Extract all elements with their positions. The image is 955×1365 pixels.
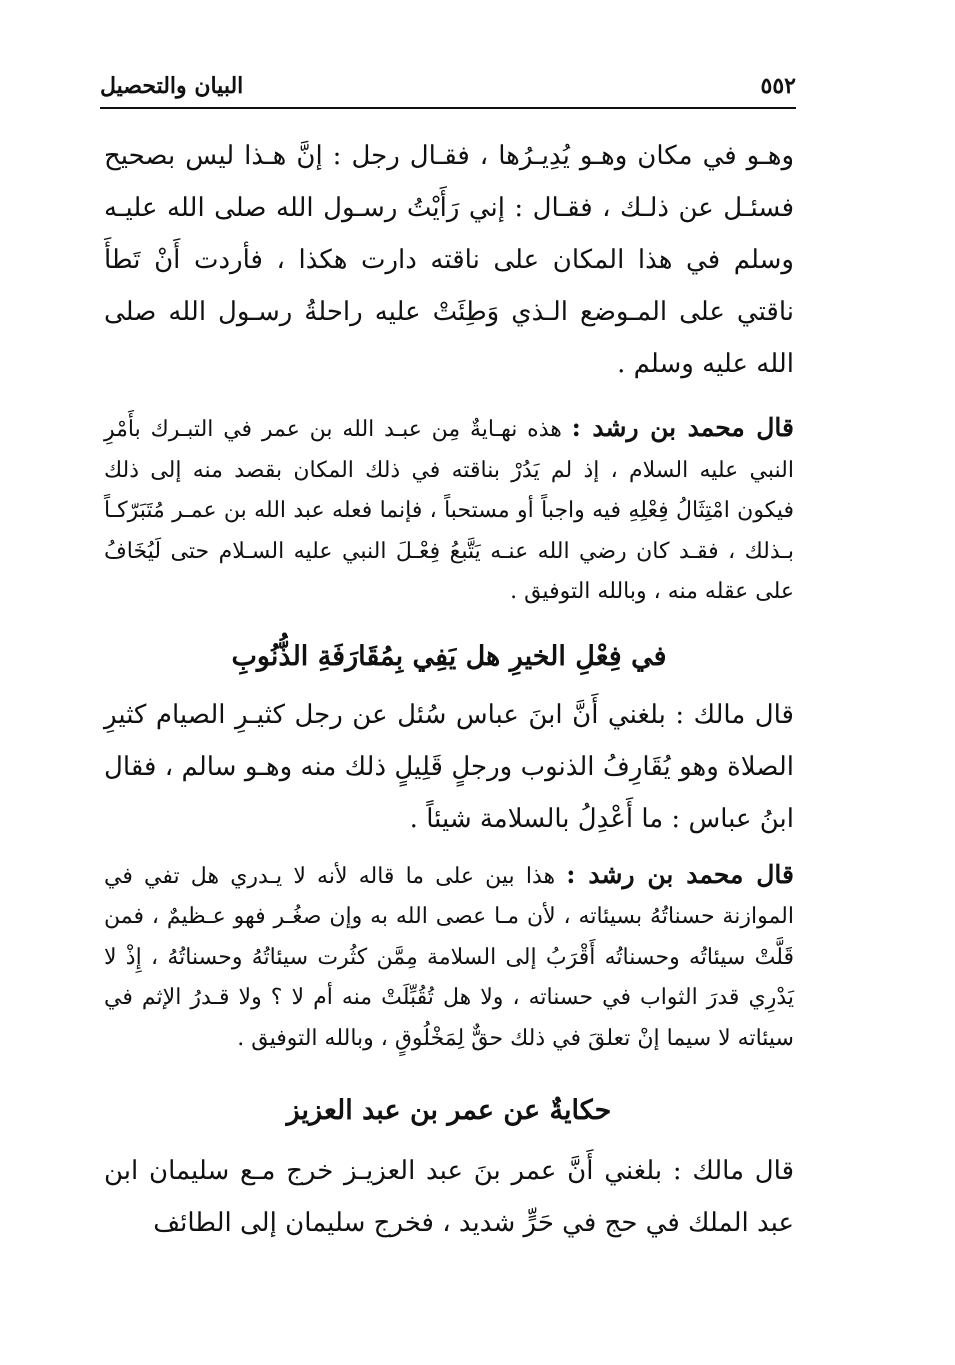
page-header	[100, 70, 796, 102]
paragraph-2-lead: قال محمد بن رشد :	[571, 413, 794, 442]
section-heading-good-deeds: في فِعْلِ الخيرِ هل يَفِي بِمُقَارَفَةِ الذُّنُوبِ	[231, 640, 667, 672]
paragraph-5: قال مالك : بلغني أَنَّ عمر بنَ عبد العزيـز خرج مـع سليمان ابن عبد الملك في حج في حَرٍّ شديد ، فخرج سليمان إلى الطائف	[104, 1156, 794, 1238]
section-heading-umar-story: حكايةٌ عن عمر بن عبد العزيز	[286, 1095, 612, 1126]
header-rule	[100, 107, 796, 109]
paragraph-4-text: هذا بين على ما قاله لأنه لا يـدري هل تفي في الموازنة حسناتُهُ بسيئاته ، لأن مـا عصى الله به وإن صغُـر فهو عـظيمٌ ، فمن قَلَّتْ سيئاتُه وحسناتُه أَقْرَبُ إلى السلامة مِمَّن كثُرت سيئاتُهُ وحسناتُهُ ، إِذْ لا يَدْرِي قدرَ الثواب في حسناته ، ولا هل تُقُبِّلَتْ منه أم لا ؟ ولا قـدرُ الإثم في سيئاته لا سيما إنْ تعلقَ في ذلك حقٌّ لِمَخْلُوقٍ ، وبالله التوفيق .	[104, 863, 794, 1051]
paragraph-2-text: هذه نهـايةٌ مِن عبـد الله بن عمر في التبـرك بأَمْرِ النبي عليه السلام ، إذ لم يَدُرْ بناقته في ذلك المكان بقصد منه إلى ذلك فيكون امْتِثَالُ فِعْلِهِ فيه واجباً أو مستحباً ، فإنما فعله عبد الله بن عمـر مُتَبَرّكـاً بـذلك ، فقـد كان رضي الله عنـه يَتَّبعُ فِعْـلَ النبي عليه السـلام حتى لَيُخَافُ على عقله منه ، وبالله التوفيق .	[104, 417, 794, 604]
paragraph-4	[104, 855, 794, 1060]
page-body	[104, 130, 794, 1249]
running-title: البيان والتحصيل	[100, 73, 244, 99]
paragraph-2	[104, 408, 794, 613]
paragraph-4-lead: قال محمد بن رشد :	[566, 859, 794, 889]
paragraph-3: قال مالك : بلغني أَنَّ ابنَ عباس سُئل عن رجل كثيـرِ الصيام كثيرِ الصلاة وهو يُقَارِفُ الذنوب ورجلٍ قَلِيلٍ ذلك منه وهـو سالم ، فقال ابنُ عباس : ما أَعْدِلُ بالسلامة شيئاً .	[104, 699, 794, 834]
paragraph-1: وهـو في مكان وهـو يُدِيـرُها ، فقـال رجل : إنَّ هـذا ليس بصحيح فسئـل عن ذلـك ، فقـال : إني رَأَيْتُ رسـول الله صلى الله عليـه وسلم في هذا المكان على ناقته دارت هكذا ، فأردت أَنْ تَطأَ ناقتي على المـوضع الـذي وَطِئَتْ عليه راحلةُ رسـول الله صلى الله عليه وسلم .	[104, 141, 794, 379]
page-number: ٥٥٢	[760, 73, 796, 99]
